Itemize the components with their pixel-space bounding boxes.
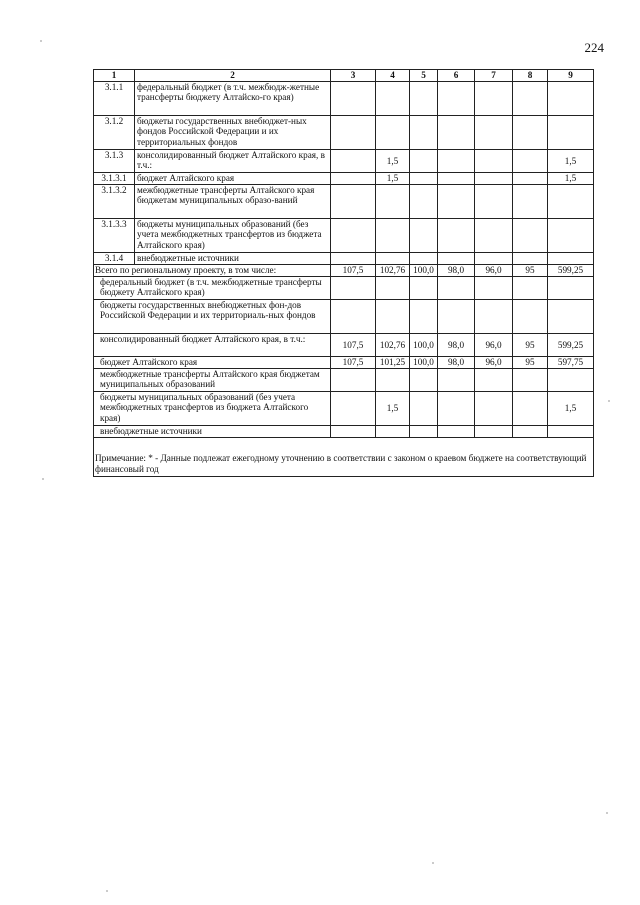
value-cell [410,300,438,334]
value-cell [331,392,376,426]
breakdown-row [94,334,594,357]
value-cell [410,253,438,265]
column-header: 7 [475,70,513,82]
value-cell [410,219,438,253]
value-cell [438,185,475,219]
value-cell: 107,5 [331,357,376,369]
value-cell [548,300,594,334]
column-header: 5 [410,70,438,82]
value-cell [331,219,376,253]
value-cell [475,300,513,334]
table-row [94,82,594,116]
row-code: 3.1.3.1 [94,173,135,185]
value-cell: 1,5 [376,150,410,173]
row-code: 3.1.4 [94,253,135,265]
value-cell [410,150,438,173]
note-text: Примечание: * - Данные подлежат ежегодному уточнению в соответствии с законом о краевом бюджете на соответствующий финансовый год [94,450,594,477]
value-cell [376,185,410,219]
row-label: внебюджетные источники [135,253,331,265]
column-header: 8 [513,70,548,82]
breakdown-row [94,369,594,392]
value-cell [513,173,548,185]
value-cell [331,253,376,265]
column-header: 2 [135,70,331,82]
column-header: 9 [548,70,594,82]
value-cell [513,277,548,300]
value-cell [331,426,376,438]
scan-speck [432,862,434,864]
spacer-row [94,438,594,450]
value-cell [331,300,376,334]
page-number: 224 [584,40,604,55]
value-cell: 1,5 [548,173,594,185]
column-header: 4 [376,70,410,82]
table-row [94,116,594,150]
row-code: 3.1.3.3 [94,219,135,253]
value-cell [475,426,513,438]
value-cell [475,116,513,150]
value-cell [331,185,376,219]
total-value-cell: 107,5 [331,265,376,277]
value-cell [548,426,594,438]
value-cell [410,173,438,185]
value-cell [475,253,513,265]
value-cell [548,82,594,116]
value-cell [513,392,548,426]
total-value-cell: 95 [513,265,548,277]
value-cell: 1,5 [376,392,410,426]
breakdown-row [94,300,594,334]
column-header: 6 [438,70,475,82]
value-cell [376,82,410,116]
value-cell [331,150,376,173]
row-label: бюджеты муниципальных образований (без учета межбюджетных трансфертов из бюджета Алтайского края) [135,219,331,253]
value-cell [438,116,475,150]
row-label: федеральный бюджет (в т.ч. межбюдж-жетные трансферты бюджету Алтайско-го края) [135,82,331,116]
note-row [94,450,594,477]
row-label: бюджет Алтайского края [135,173,331,185]
breakdown-label: бюджет Алтайского края [94,357,331,369]
value-cell [331,277,376,300]
column-header-row [94,70,594,82]
value-cell: 1,5 [548,392,594,426]
value-cell [376,369,410,392]
breakdown-label: бюджеты муниципальных образований (без учета межбюджетных трансфертов из бюджета Алтайского края) [94,392,331,426]
value-cell [410,426,438,438]
value-cell: 100,0 [410,357,438,369]
scan-speck [40,40,42,42]
value-cell [475,185,513,219]
value-cell [548,253,594,265]
value-cell: 96,0 [475,357,513,369]
value-cell [513,82,548,116]
breakdown-label: внебюджетные источники [94,426,331,438]
value-cell [513,150,548,173]
breakdown-row [94,392,594,426]
total-value-cell: 96,0 [475,265,513,277]
budget-table [93,69,594,477]
value-cell: 101,25 [376,357,410,369]
value-cell: 597,75 [548,357,594,369]
breakdown-label: межбюджетные трансферты Алтайского края бюджетам муниципальных образований [94,369,331,392]
table-row [94,185,594,219]
value-cell [475,369,513,392]
value-cell [513,369,548,392]
value-cell [376,219,410,253]
value-cell [376,426,410,438]
value-cell [513,219,548,253]
row-code: 3.1.1 [94,82,135,116]
value-cell [410,369,438,392]
table-row [94,150,594,173]
value-cell [475,219,513,253]
breakdown-label: консолидированный бюджет Алтайского края, в т.ч.: [94,334,331,357]
total-value-cell: 599,25 [548,265,594,277]
value-cell: 98,0 [438,357,475,369]
value-cell [513,253,548,265]
value-cell: 1,5 [548,150,594,173]
value-cell: 1,5 [376,173,410,185]
value-cell [548,277,594,300]
column-header: 3 [331,70,376,82]
value-cell [376,300,410,334]
row-label: межбюджетные трансферты Алтайского края бюджетам муниципальных образо-ваний [135,185,331,219]
value-cell [548,369,594,392]
value-cell [513,185,548,219]
value-cell [410,185,438,219]
value-cell [376,116,410,150]
column-header: 1 [94,70,135,82]
breakdown-label: бюджеты государственных внебюджетных фон-дов Российской Федерации и их территориаль-ных фондов [94,300,331,334]
value-cell [331,173,376,185]
value-cell [410,277,438,300]
value-cell [331,116,376,150]
breakdown-row [94,277,594,300]
value-cell [410,116,438,150]
row-code: 3.1.3 [94,150,135,173]
value-cell [475,277,513,300]
value-cell: 599,25 [548,334,594,357]
value-cell [475,150,513,173]
total-value-cell: 98,0 [438,265,475,277]
row-code: 3.1.3.2 [94,185,135,219]
value-cell: 102,76 [376,334,410,357]
value-cell [438,392,475,426]
value-cell [438,277,475,300]
value-cell [513,300,548,334]
value-cell [438,219,475,253]
total-label: Всего по региональному проекту, в том числе: [94,265,331,277]
spacer-cell [94,438,594,450]
value-cell: 98,0 [438,334,475,357]
scan-speck [106,890,108,892]
table-row [94,253,594,265]
value-cell [410,82,438,116]
scan-speck [606,812,608,814]
value-cell [438,369,475,392]
value-cell [475,173,513,185]
value-cell [513,426,548,438]
value-cell [376,277,410,300]
total-value-cell: 102,76 [376,265,410,277]
value-cell [438,173,475,185]
value-cell [475,82,513,116]
value-cell [438,253,475,265]
value-cell [548,185,594,219]
value-cell [548,219,594,253]
value-cell [548,116,594,150]
value-cell [376,253,410,265]
row-label: бюджеты государственных внебюджет-ных фондов Российской Федерации и их территориальных фондов [135,116,331,150]
value-cell [475,392,513,426]
breakdown-label: федеральный бюджет (в т.ч. межбюджетные трансферты бюджету Алтайского края) [94,277,331,300]
breakdown-row [94,426,594,438]
value-cell: 95 [513,334,548,357]
row-code: 3.1.2 [94,116,135,150]
total-row [94,265,594,277]
value-cell: 107,5 [331,334,376,357]
value-cell [438,300,475,334]
value-cell [410,392,438,426]
value-cell [331,82,376,116]
value-cell: 100,0 [410,334,438,357]
value-cell: 95 [513,357,548,369]
table-row [94,173,594,185]
value-cell: 96,0 [475,334,513,357]
value-cell [438,82,475,116]
breakdown-row [94,357,594,369]
value-cell [513,116,548,150]
value-cell [438,426,475,438]
scan-speck [42,478,44,480]
table-row [94,219,594,253]
value-cell [331,369,376,392]
scan-speck [608,400,610,402]
row-label: консолидированный бюджет Алтайского края, в т.ч.: [135,150,331,173]
value-cell [438,150,475,173]
total-value-cell: 100,0 [410,265,438,277]
